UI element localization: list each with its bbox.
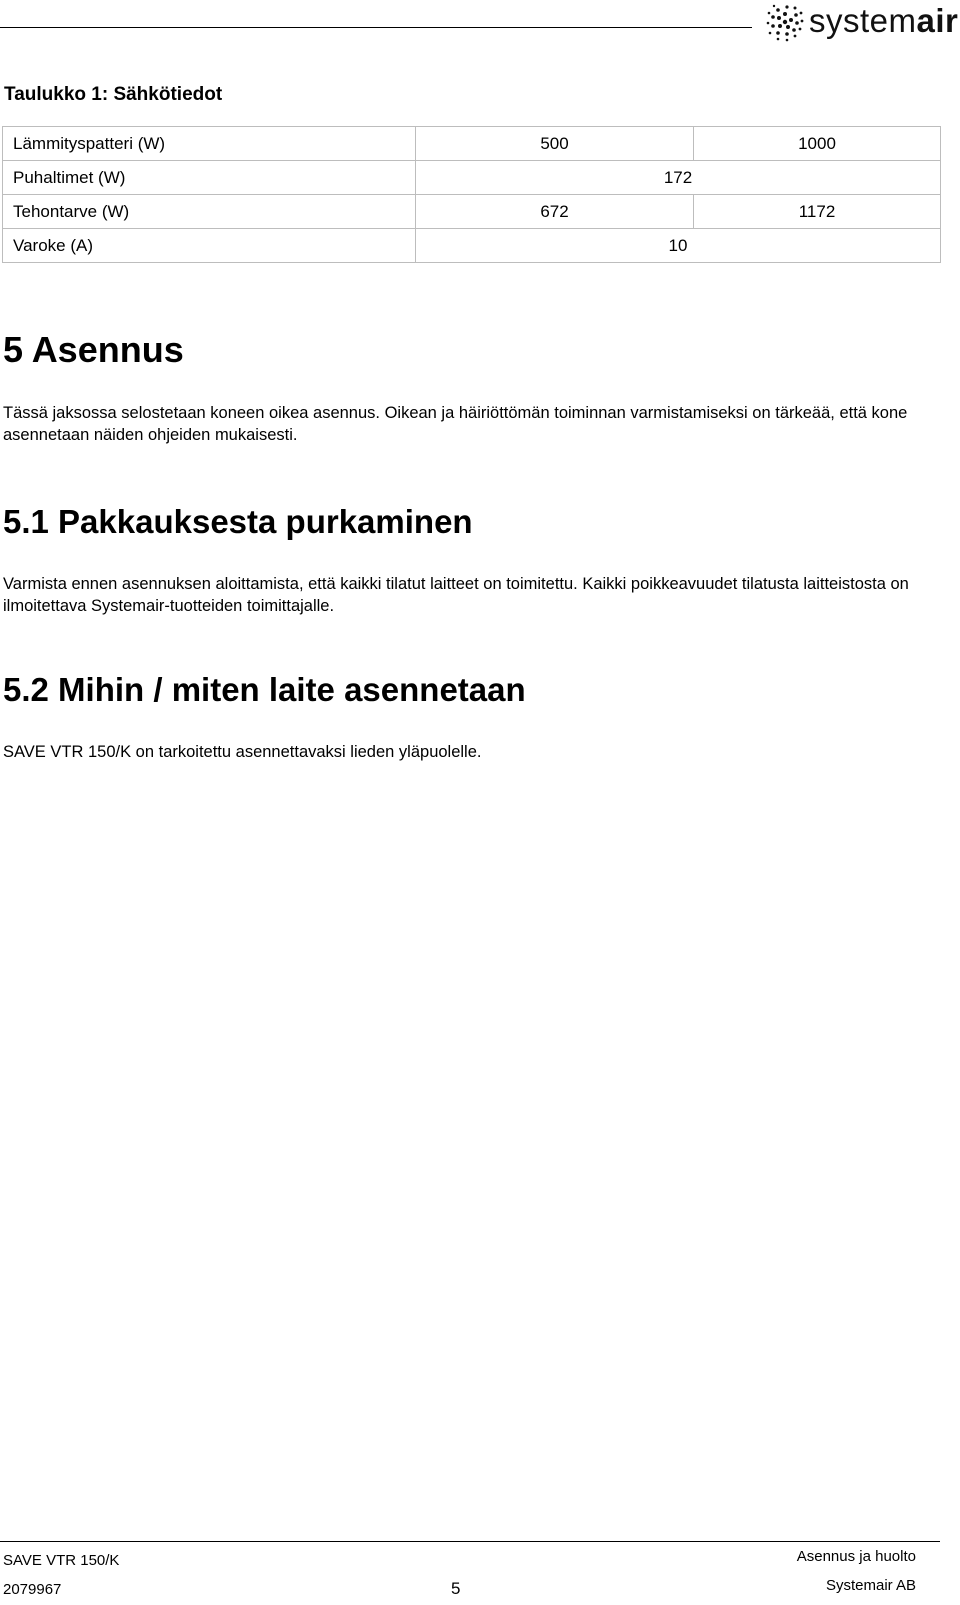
section-5-1-heading: 5.1 Pakkauksesta purkaminen xyxy=(3,503,473,540)
row-label: Lämmityspatteri (W) xyxy=(3,127,416,161)
table-row xyxy=(3,161,941,195)
footer-page-number: 5 xyxy=(451,1579,461,1598)
row-value-2: 1000 xyxy=(694,127,941,161)
table-row xyxy=(3,229,941,263)
electrical-data-table xyxy=(2,126,941,263)
table-row xyxy=(3,127,941,161)
section-5-2-heading: 5.2 Mihin / miten laite asennetaan xyxy=(3,671,526,708)
header-rule xyxy=(0,27,752,28)
section-5-heading: 5 Asennus xyxy=(3,329,184,370)
table-caption: Taulukko 1: Sähkötiedot xyxy=(4,84,223,105)
logo-text-light: system xyxy=(809,2,917,39)
logo-wordmark xyxy=(809,2,958,40)
row-value-1: 672 xyxy=(416,195,694,229)
footer-product: SAVE VTR 150/K xyxy=(3,1552,120,1569)
row-label: Varoke (A) xyxy=(3,229,416,263)
row-label: Tehontarve (W) xyxy=(3,195,416,229)
systemair-dot-swirl-icon xyxy=(765,2,805,42)
row-label: Puhaltimet (W) xyxy=(3,161,416,195)
row-value-merged: 172 xyxy=(416,161,941,195)
systemair-logo xyxy=(765,0,958,44)
section-5-intro: Tässä jaksossa selostetaan koneen oikea asennus. Oikean ja häiriöttömän toiminnan varmistamiseksi on tärkeää, että kone asennetaan näiden ohjeiden mukaisesti. xyxy=(3,404,908,444)
section-5-2-text: SAVE VTR 150/K on tarkoitettu asennettavaksi lieden yläpuolelle. xyxy=(3,743,482,761)
footer-doc-title: Asennus ja huolto xyxy=(796,1548,916,1565)
footer-company: Systemair AB xyxy=(825,1577,916,1594)
logo-text-bold: air xyxy=(916,2,959,39)
row-value-merged: 10 xyxy=(416,229,941,263)
row-value-1: 500 xyxy=(416,127,694,161)
row-value-2: 1172 xyxy=(694,195,941,229)
footer-doc-number: 2079967 xyxy=(3,1581,62,1598)
footer-rule xyxy=(0,1541,940,1542)
section-5-1-text: Varmista ennen asennuksen aloittamista, että kaikki tilatut laitteet on toimitettu. Kaikki poikkeavuudet tilatusta laitteistosta on ilmoitettava Systemair-tuotteiden toimittajalle. xyxy=(3,575,909,615)
table-row xyxy=(3,195,941,229)
